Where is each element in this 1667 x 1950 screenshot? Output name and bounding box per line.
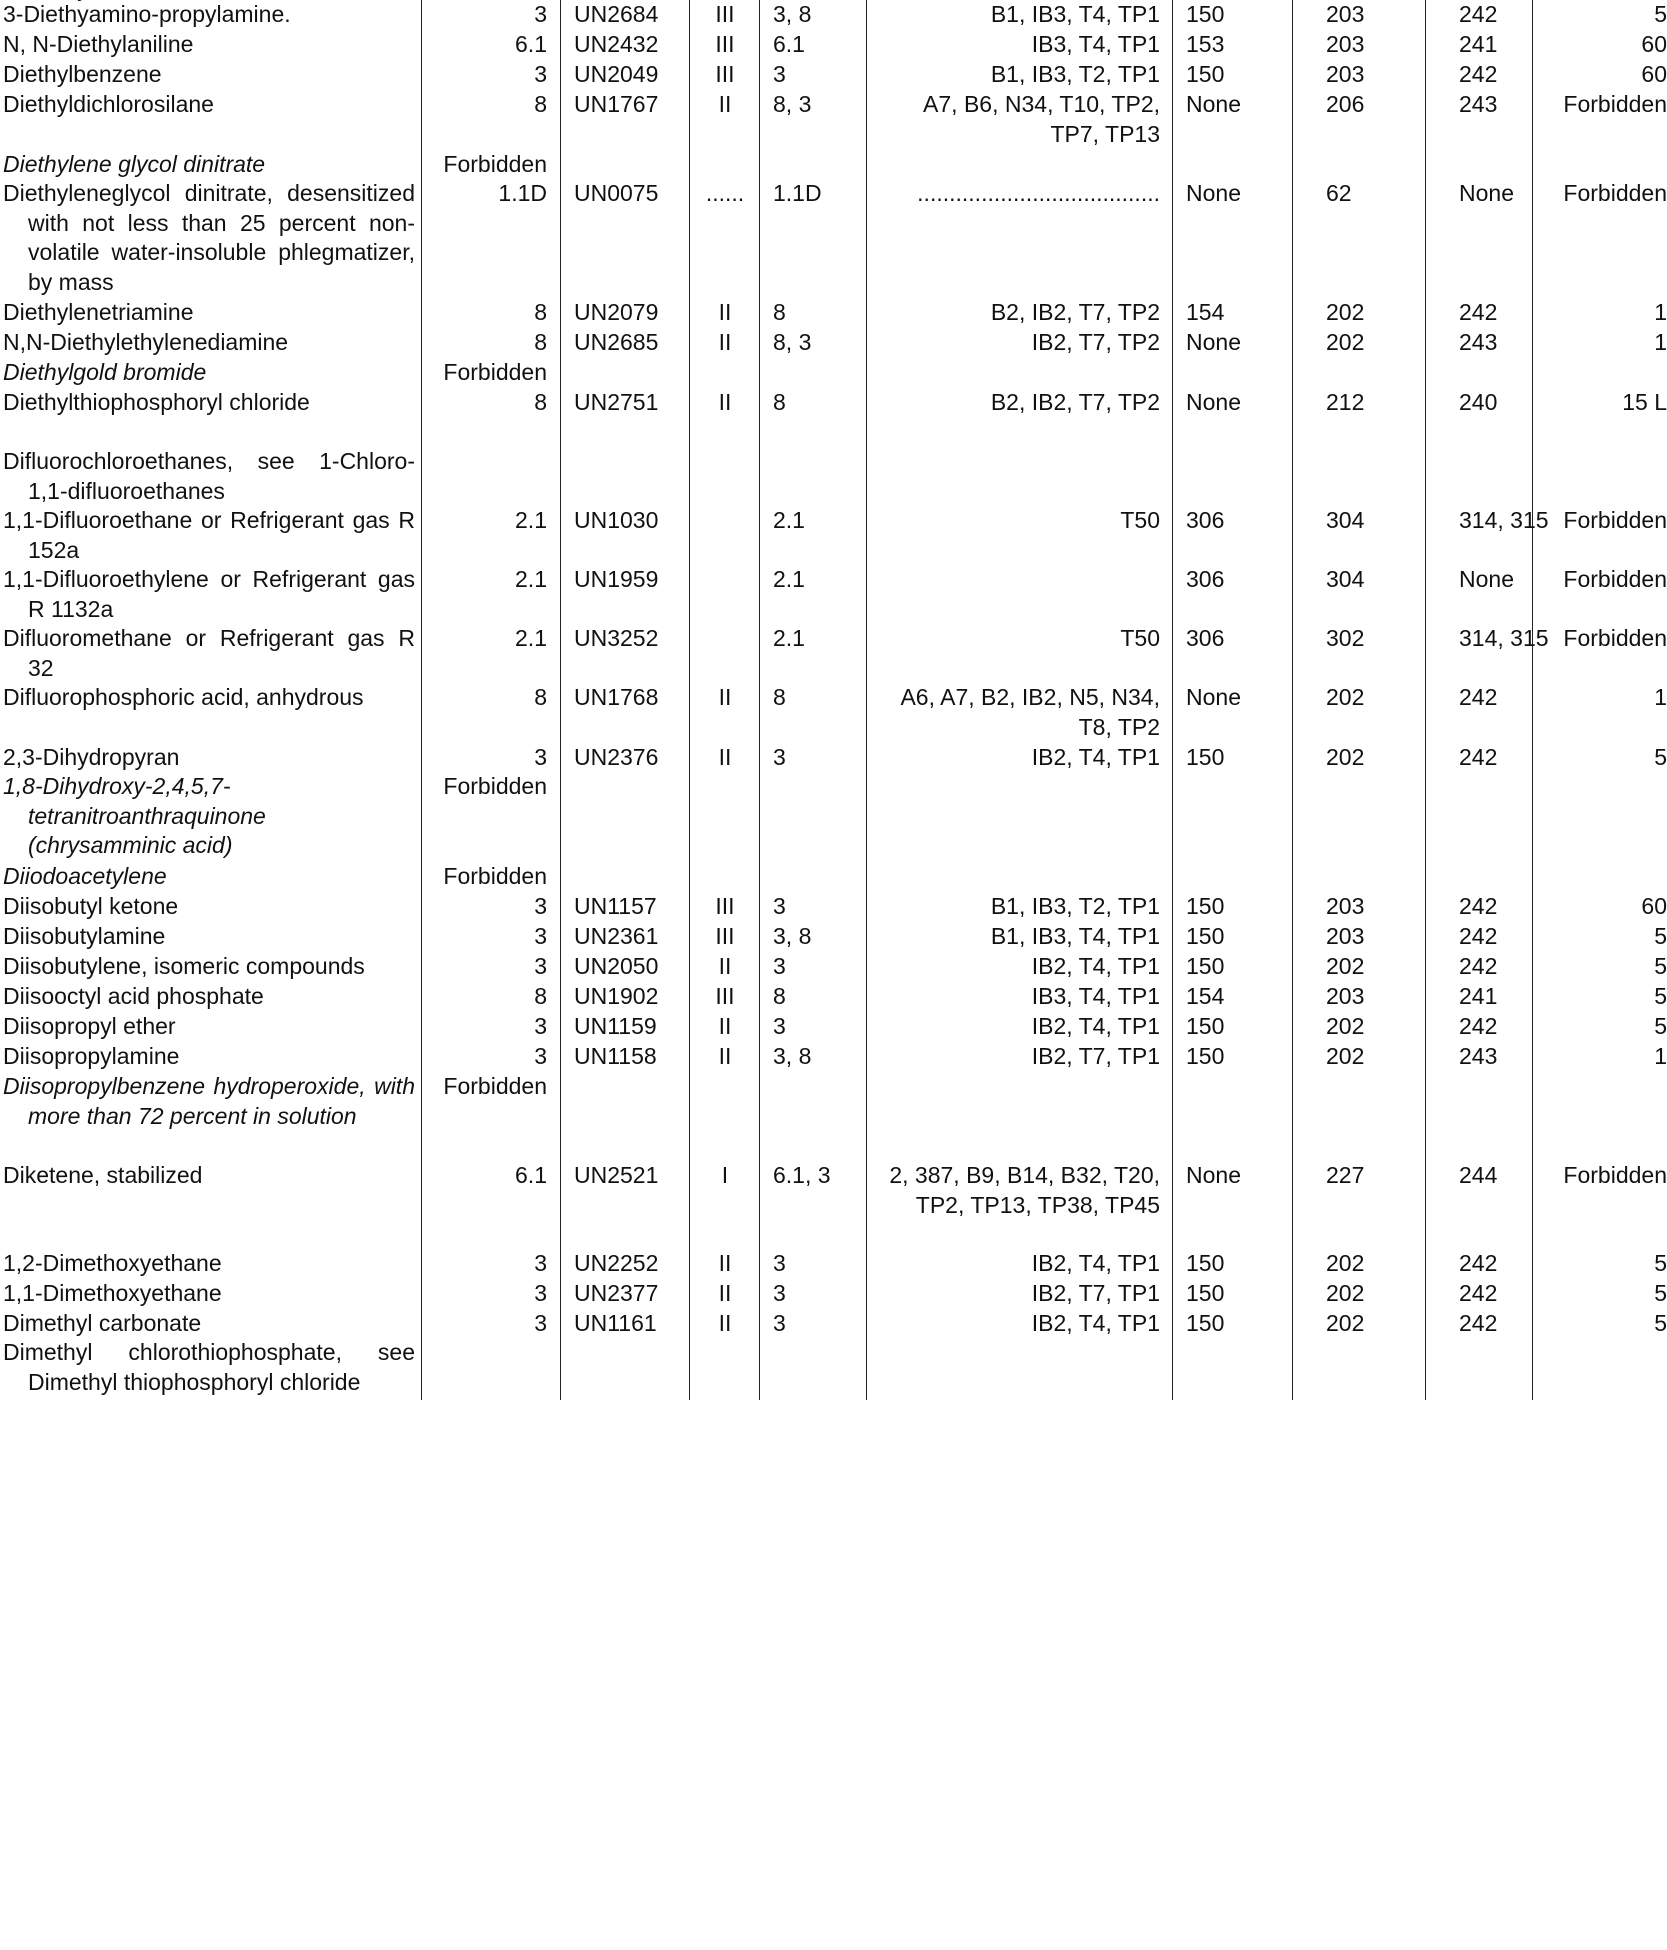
- non-bulk-cell: 203: [1326, 893, 1365, 919]
- description-cell: Diisooctyl acid phosphate: [3, 983, 264, 1009]
- non-bulk-cell: 202: [1326, 1043, 1365, 1069]
- label-codes-cell: 3, 8: [773, 923, 812, 949]
- hazard-class-cell: 1.1D: [498, 180, 547, 206]
- label-codes-cell: 3: [773, 953, 786, 979]
- hazard-class-cell: 3: [534, 744, 547, 770]
- exceptions-cell: 154: [1186, 983, 1225, 1009]
- packing-group-cell: ......: [705, 180, 745, 206]
- id-number-cell: UN2432: [574, 31, 659, 57]
- bulk-cell: 242: [1459, 684, 1498, 710]
- bulk-cell: 243: [1459, 329, 1498, 355]
- description-cell: Difluorophosphoric acid, anhydrous: [3, 684, 364, 710]
- hazard-class-cell: 8: [534, 389, 547, 415]
- description-cell: Diethylenetriamine: [3, 299, 194, 325]
- special-provisions-cell: T50: [1120, 625, 1160, 651]
- bulk-cell: 244: [1459, 1162, 1498, 1188]
- non-bulk-cell: 202: [1326, 953, 1365, 979]
- label-codes-cell: 3: [773, 1280, 786, 1306]
- exceptions-cell: 306: [1186, 566, 1225, 592]
- id-number-cell: UN1161: [574, 1310, 657, 1336]
- special-provisions-cell: IB2, T7, TP2: [1031, 329, 1160, 355]
- hazard-class-cell: 3: [534, 1310, 547, 1336]
- description-cell: Diethyleneglycol dinitrate, desensitized with not less than 25 percent non-volatile water-insoluble phlegmatizer, by mass: [3, 180, 415, 295]
- bulk-cell: None: [1459, 180, 1514, 206]
- passenger-quantity-cell: Forbidden: [1563, 1162, 1667, 1188]
- non-bulk-cell: 203: [1326, 1, 1365, 27]
- exceptions-cell: 153: [1186, 31, 1225, 57]
- description-cell: N,N-Diethylethylenediamine: [3, 329, 289, 355]
- bulk-cell: 243: [1459, 1043, 1498, 1069]
- label-codes-cell: 3: [773, 1013, 786, 1039]
- bulk-cell: 242: [1459, 1013, 1498, 1039]
- id-number-cell: UN1768: [574, 684, 659, 710]
- non-bulk-cell: 202: [1326, 299, 1365, 325]
- exceptions-cell: 306: [1186, 625, 1225, 651]
- label-codes-cell: 3: [773, 61, 786, 87]
- bulk-cell: 242: [1459, 299, 1498, 325]
- label-codes-cell: 8: [773, 983, 786, 1009]
- bulk-cell: 242: [1459, 744, 1498, 770]
- hazard-class-cell: 3: [534, 923, 547, 949]
- non-bulk-cell: 202: [1326, 1013, 1365, 1039]
- exceptions-cell: 150: [1186, 744, 1225, 770]
- bulk-cell: 242: [1459, 1280, 1498, 1306]
- description-cell: Diisopropylbenzene hydroperoxide, with more than 72 percent in solution: [3, 1073, 415, 1129]
- passenger-quantity-cell: 1: [1654, 684, 1667, 710]
- bulk-cell: 242: [1459, 923, 1498, 949]
- hazard-class-cell: 8: [534, 983, 547, 1009]
- special-provisions-cell: A7, B6, N34, T10, TP2, TP7, TP13: [923, 91, 1160, 147]
- hazard-class-cell: Forbidden: [443, 359, 547, 385]
- exceptions-cell: None: [1186, 91, 1241, 117]
- label-codes-cell: 2.1: [773, 566, 805, 592]
- label-codes-cell: 8: [773, 684, 786, 710]
- id-number-cell: UN2521: [574, 1162, 659, 1188]
- non-bulk-cell: 62: [1326, 180, 1352, 206]
- special-provisions-cell: IB3, T4, TP1: [1031, 983, 1160, 1009]
- passenger-quantity-cell: 1: [1654, 299, 1667, 325]
- label-codes-cell: 8: [773, 299, 786, 325]
- id-number-cell: UN1158: [574, 1043, 657, 1069]
- description-cell: Diethylbenzene: [3, 61, 162, 87]
- passenger-quantity-cell: 60: [1641, 61, 1667, 87]
- special-provisions-cell: IB2, T7, TP1: [1031, 1280, 1160, 1306]
- special-provisions-cell: IB2, T4, TP1: [1031, 953, 1160, 979]
- description-cell: Diethyldichlorosilane: [3, 91, 214, 117]
- hazard-class-cell: 8: [534, 684, 547, 710]
- passenger-quantity-cell: 5: [1654, 1, 1667, 27]
- label-codes-cell: 1.1D: [773, 180, 822, 206]
- id-number-cell: UN1767: [574, 91, 659, 117]
- label-codes-cell: 8, 3: [773, 91, 812, 117]
- description-cell: Dimethyl chlorothiophosphate, see Dimethyl thiophosphoryl chloride: [3, 1339, 415, 1395]
- packing-group-cell: II: [718, 684, 732, 710]
- description-cell: Diisopropylamine: [3, 1043, 180, 1069]
- exceptions-cell: 150: [1186, 1043, 1225, 1069]
- bulk-cell: 242: [1459, 893, 1498, 919]
- description-cell: 3-Diethyamino-propylamine.: [3, 1, 291, 27]
- special-provisions-cell: B2, IB2, T7, TP2: [990, 299, 1160, 325]
- description-cell: 1,1-Dimethoxyethane: [3, 1280, 222, 1306]
- special-provisions-cell: B1, IB3, T4, TP1: [990, 923, 1160, 949]
- label-codes-cell: 6.1, 3: [773, 1162, 831, 1188]
- non-bulk-cell: 202: [1326, 329, 1365, 355]
- packing-group-cell: II: [718, 329, 732, 355]
- description-cell: Diisobutylene, isomeric compounds: [3, 953, 365, 979]
- packing-group-cell: II: [718, 1250, 732, 1276]
- hazard-class-cell: 6.1: [515, 31, 547, 57]
- packing-group-cell: III: [715, 31, 735, 57]
- non-bulk-cell: 206: [1326, 91, 1365, 117]
- packing-group-cell: II: [718, 1280, 732, 1306]
- passenger-quantity-cell: 1: [1654, 1043, 1667, 1069]
- special-provisions-cell: IB2, T4, TP1: [1031, 1310, 1160, 1336]
- special-provisions-cell: IB3, T4, TP1: [1031, 31, 1160, 57]
- label-codes-cell: 3, 8: [773, 1, 812, 27]
- special-provisions-cell: IB2, T7, TP1: [1031, 1043, 1160, 1069]
- hazard-class-cell: 3: [534, 1043, 547, 1069]
- column-divider: [560, 0, 561, 1400]
- label-codes-cell: 6.1: [773, 31, 805, 57]
- description-cell: Diisobutyl ketone: [3, 893, 179, 919]
- label-codes-cell: 3: [773, 893, 786, 919]
- packing-group-cell: III: [715, 983, 735, 1009]
- packing-group-cell: III: [715, 893, 735, 919]
- bulk-cell: 314, 315: [1459, 625, 1549, 651]
- hazard-class-cell: 3: [534, 1013, 547, 1039]
- id-number-cell: UN2684: [574, 1, 659, 27]
- non-bulk-cell: 202: [1326, 1250, 1365, 1276]
- exceptions-cell: 150: [1186, 1013, 1225, 1039]
- exceptions-cell: 150: [1186, 1280, 1225, 1306]
- packing-group-cell: III: [715, 61, 735, 87]
- bulk-cell: None: [1459, 566, 1514, 592]
- label-codes-cell: 3: [773, 1250, 786, 1276]
- column-divider: [1172, 0, 1173, 1400]
- non-bulk-cell: 203: [1326, 923, 1365, 949]
- description-cell: Difluoromethane or Refrigerant gas R 32: [3, 625, 415, 681]
- bulk-cell: 242: [1459, 953, 1498, 979]
- id-number-cell: UN1159: [574, 1013, 657, 1039]
- hazard-class-cell: 8: [534, 329, 547, 355]
- id-number-cell: UN1157: [574, 893, 657, 919]
- description-cell: Difluorochloroethanes, see 1-Chloro-1,1-difluoroethanes: [3, 448, 415, 504]
- hazard-class-cell: Forbidden: [443, 1073, 547, 1099]
- passenger-quantity-cell: 60: [1641, 893, 1667, 919]
- passenger-quantity-cell: 15 L: [1622, 389, 1667, 415]
- passenger-quantity-cell: 5: [1654, 744, 1667, 770]
- non-bulk-cell: 212: [1326, 389, 1365, 415]
- packing-group-cell: II: [718, 1310, 732, 1336]
- id-number-cell: UN3252: [574, 625, 659, 651]
- exceptions-cell: 150: [1186, 923, 1225, 949]
- passenger-quantity-cell: 5: [1654, 1013, 1667, 1039]
- id-number-cell: UN2685: [574, 329, 659, 355]
- id-number-cell: UN2050: [574, 953, 659, 979]
- non-bulk-cell: 203: [1326, 61, 1365, 87]
- exceptions-cell: None: [1186, 329, 1241, 355]
- description-cell: 1,1-Difluoroethylene or Refrigerant gas R 1132a: [3, 566, 415, 622]
- passenger-quantity-cell: 5: [1654, 1280, 1667, 1306]
- exceptions-cell: 306: [1186, 507, 1225, 533]
- bulk-cell: 240: [1459, 389, 1498, 415]
- hazard-class-cell: Forbidden: [443, 863, 547, 889]
- non-bulk-cell: 202: [1326, 684, 1365, 710]
- passenger-quantity-cell: Forbidden: [1563, 566, 1667, 592]
- special-provisions-cell: IB2, T4, TP1: [1031, 1250, 1160, 1276]
- special-provisions-cell: B2, IB2, T7, TP2: [990, 389, 1160, 415]
- bulk-cell: 314, 315: [1459, 507, 1549, 533]
- packing-group-cell: II: [718, 953, 732, 979]
- passenger-quantity-cell: 5: [1654, 1250, 1667, 1276]
- bulk-cell: 241: [1459, 983, 1498, 1009]
- hazard-class-cell: 3: [534, 1280, 547, 1306]
- exceptions-cell: None: [1186, 180, 1241, 206]
- description-cell: Dimethyl carbonate: [3, 1310, 202, 1336]
- id-number-cell: UN1030: [574, 507, 659, 533]
- description-cell: Diethylthiophosphoryl chloride: [3, 389, 310, 415]
- hazard-class-cell: 8: [534, 299, 547, 325]
- hazard-class-cell: 3: [534, 953, 547, 979]
- label-codes-cell: 3, 8: [773, 1043, 812, 1069]
- id-number-cell: UN2361: [574, 923, 659, 949]
- passenger-quantity-cell: Forbidden: [1563, 625, 1667, 651]
- exceptions-cell: 150: [1186, 61, 1225, 87]
- hazard-class-cell: 2.1: [515, 566, 547, 592]
- label-codes-cell: 2.1: [773, 625, 805, 651]
- hazard-class-cell: 3: [534, 893, 547, 919]
- exceptions-cell: 154: [1186, 299, 1225, 325]
- description-cell: 1,1-Difluoroethane or Refrigerant gas R 152a: [3, 507, 415, 563]
- packing-group-cell: II: [718, 1043, 732, 1069]
- exceptions-cell: 150: [1186, 893, 1225, 919]
- description-cell: N, N-Diethylaniline: [3, 31, 194, 57]
- packing-group-cell: II: [718, 91, 732, 117]
- special-provisions-cell: A6, A7, B2, IB2, N5, N34, T8, TP2: [900, 684, 1160, 740]
- non-bulk-cell: 203: [1326, 983, 1365, 1009]
- description-cell: Diethylene glycol dinitrate: [3, 151, 266, 177]
- hazard-class-cell: 2.1: [515, 507, 547, 533]
- id-number-cell: UN2252: [574, 1250, 659, 1276]
- label-codes-cell: 3: [773, 1310, 786, 1336]
- non-bulk-cell: 302: [1326, 625, 1365, 651]
- hazard-class-cell: 8: [534, 91, 547, 117]
- description-cell: Diiodoacetylene: [3, 863, 167, 889]
- special-provisions-cell: B1, IB3, T4, TP1: [990, 1, 1160, 27]
- bulk-cell: 242: [1459, 1310, 1498, 1336]
- bulk-cell: 241: [1459, 31, 1498, 57]
- passenger-quantity-cell: Forbidden: [1563, 91, 1667, 117]
- passenger-quantity-cell: Forbidden: [1563, 180, 1667, 206]
- description-cell: Diketene, stabilized: [3, 1162, 203, 1188]
- label-codes-cell: 2.1: [773, 507, 805, 533]
- packing-group-cell: III: [715, 923, 735, 949]
- id-number-cell: UN2377: [574, 1280, 659, 1306]
- special-provisions-cell: B1, IB3, T2, TP1: [990, 893, 1160, 919]
- exceptions-cell: 150: [1186, 1310, 1225, 1336]
- hazard-class-cell: Forbidden: [443, 151, 547, 177]
- passenger-quantity-cell: Forbidden: [1563, 507, 1667, 533]
- bulk-cell: 242: [1459, 61, 1498, 87]
- passenger-quantity-cell: 60: [1641, 31, 1667, 57]
- description-cell: Diisopropyl ether: [3, 1013, 176, 1039]
- description-cell: 2,3-Dihydropyran: [3, 744, 180, 770]
- label-codes-cell: 8: [773, 389, 786, 415]
- hazard-class-cell: Forbidden: [443, 773, 547, 799]
- id-number-cell: UN1902: [574, 983, 659, 1009]
- passenger-quantity-cell: 5: [1654, 923, 1667, 949]
- bulk-cell: 242: [1459, 1, 1498, 27]
- special-provisions-cell: B1, IB3, T2, TP1: [990, 61, 1160, 87]
- hazard-class-cell: 6.1: [515, 1162, 547, 1188]
- non-bulk-cell: 202: [1326, 744, 1365, 770]
- id-number-cell: UN2079: [574, 299, 659, 325]
- packing-group-cell: II: [718, 389, 732, 415]
- non-bulk-cell: 202: [1326, 1310, 1365, 1336]
- description-cell: Diethylgold bromide: [3, 359, 207, 385]
- non-bulk-cell: 304: [1326, 507, 1365, 533]
- passenger-quantity-cell: 1: [1654, 329, 1667, 355]
- special-provisions-cell: IB2, T4, TP1: [1031, 744, 1160, 770]
- passenger-quantity-cell: 5: [1654, 1310, 1667, 1336]
- label-codes-cell: 8, 3: [773, 329, 812, 355]
- non-bulk-cell: 203: [1326, 31, 1365, 57]
- exceptions-cell: 150: [1186, 1, 1225, 27]
- exceptions-cell: None: [1186, 1162, 1241, 1188]
- id-number-cell: UN2376: [574, 744, 659, 770]
- description-cell: Diisobutylamine: [3, 923, 166, 949]
- packing-group-cell: III: [715, 1, 735, 27]
- description-cell: 1,8-Dihydroxy-2,4,5,7-tetranitroanthraquinone (chrysamminic acid): [3, 773, 266, 858]
- description-cell: 1,2-Dimethoxyethane: [3, 1250, 222, 1276]
- hazard-class-cell: 3: [534, 1250, 547, 1276]
- bulk-cell: 243: [1459, 91, 1498, 117]
- packing-group-cell: II: [718, 299, 732, 325]
- id-number-cell: UN2751: [574, 389, 659, 415]
- special-provisions-cell: ......................................: [917, 180, 1160, 206]
- non-bulk-cell: 304: [1326, 566, 1365, 592]
- exceptions-cell: 150: [1186, 953, 1225, 979]
- id-number-cell: UN2049: [574, 61, 659, 87]
- passenger-quantity-cell: 5: [1654, 953, 1667, 979]
- hazard-class-cell: 2.1: [515, 625, 547, 651]
- non-bulk-cell: 227: [1326, 1162, 1365, 1188]
- exceptions-cell: 150: [1186, 1250, 1225, 1276]
- packing-group-cell: I: [721, 1162, 729, 1188]
- hazard-class-cell: 3: [534, 1, 547, 27]
- packing-group-cell: II: [718, 744, 732, 770]
- bulk-cell: 242: [1459, 1250, 1498, 1276]
- exceptions-cell: None: [1186, 684, 1241, 710]
- label-codes-cell: 3: [773, 744, 786, 770]
- id-number-cell: UN1959: [574, 566, 659, 592]
- packing-group-cell: II: [718, 1013, 732, 1039]
- special-provisions-cell: 2, 387, B9, B14, B32, T20, TP2, TP13, TP38, TP45: [889, 1162, 1160, 1218]
- hazard-class-cell: 3: [534, 61, 547, 87]
- non-bulk-cell: 202: [1326, 1280, 1365, 1306]
- special-provisions-cell: T50: [1120, 507, 1160, 533]
- exceptions-cell: None: [1186, 389, 1241, 415]
- special-provisions-cell: IB2, T4, TP1: [1031, 1013, 1160, 1039]
- id-number-cell: UN0075: [574, 180, 659, 206]
- passenger-quantity-cell: 5: [1654, 983, 1667, 1009]
